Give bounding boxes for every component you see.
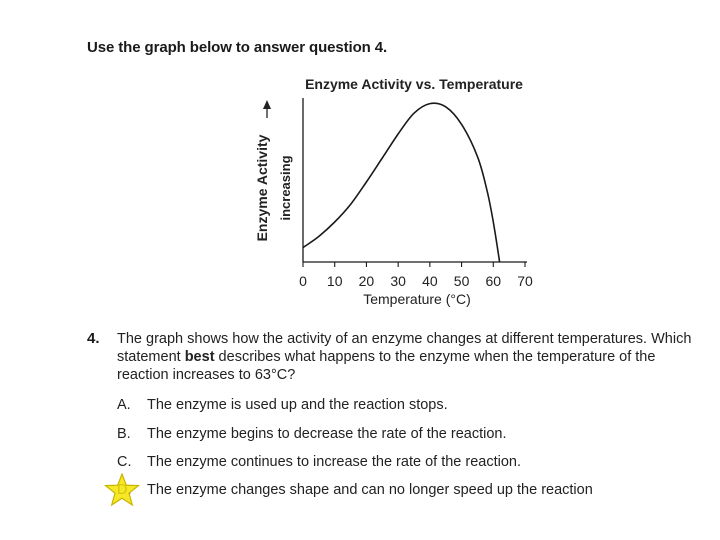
activity-curve xyxy=(303,103,500,262)
y-axis-label: Enzyme Activity xyxy=(254,134,270,242)
chart-axes xyxy=(303,98,527,262)
star-icon xyxy=(104,473,140,507)
x-tick-label: 40 xyxy=(422,273,438,289)
y-axis-arrow-icon xyxy=(263,100,271,118)
x-tick-label: 50 xyxy=(453,273,470,289)
x-tick-label: 30 xyxy=(390,273,406,289)
x-tick-label: 20 xyxy=(358,273,375,289)
option-c[interactable] xyxy=(117,454,521,470)
option-d[interactable] xyxy=(117,482,593,498)
option-letter: C. xyxy=(117,454,132,470)
option-text: The enzyme continues to increase the rate of the reaction. xyxy=(147,454,521,470)
x-tick-label: 10 xyxy=(326,273,343,289)
option-text: The enzyme begins to decrease the rate of the reaction. xyxy=(147,426,507,442)
option-a[interactable] xyxy=(117,397,448,413)
option-letter: A. xyxy=(117,397,131,413)
y-axis-direction-label: increasing xyxy=(278,155,293,221)
question-text-after: describes what happens to the enzyme when the temperature of the reaction increases to 63°C? xyxy=(117,349,656,383)
x-axis-ticks xyxy=(299,262,533,289)
x-tick-label: 60 xyxy=(485,273,502,289)
chart-title: Enzyme Activity vs. Temperature xyxy=(305,76,523,92)
option-letter: B. xyxy=(117,426,131,442)
option-b[interactable] xyxy=(117,426,507,442)
x-tick-label: 70 xyxy=(517,273,533,289)
x-axis-label: Temperature (°C) xyxy=(363,291,471,307)
question-text-before: The graph shows how the activity of an enzyme changes at different temperatures. Which statement xyxy=(117,331,692,365)
option-text: The enzyme changes shape and can no longer speed up the reaction xyxy=(147,482,593,498)
question-emphasis: best xyxy=(184,349,215,365)
x-tick-label: 0 xyxy=(299,273,307,289)
option-text: The enzyme is used up and the reaction stops. xyxy=(147,397,448,413)
question-number: 4. xyxy=(87,330,100,347)
question-text xyxy=(117,330,707,384)
chart-series xyxy=(303,103,500,262)
instruction-text: Use the graph below to answer question 4. xyxy=(87,39,388,56)
